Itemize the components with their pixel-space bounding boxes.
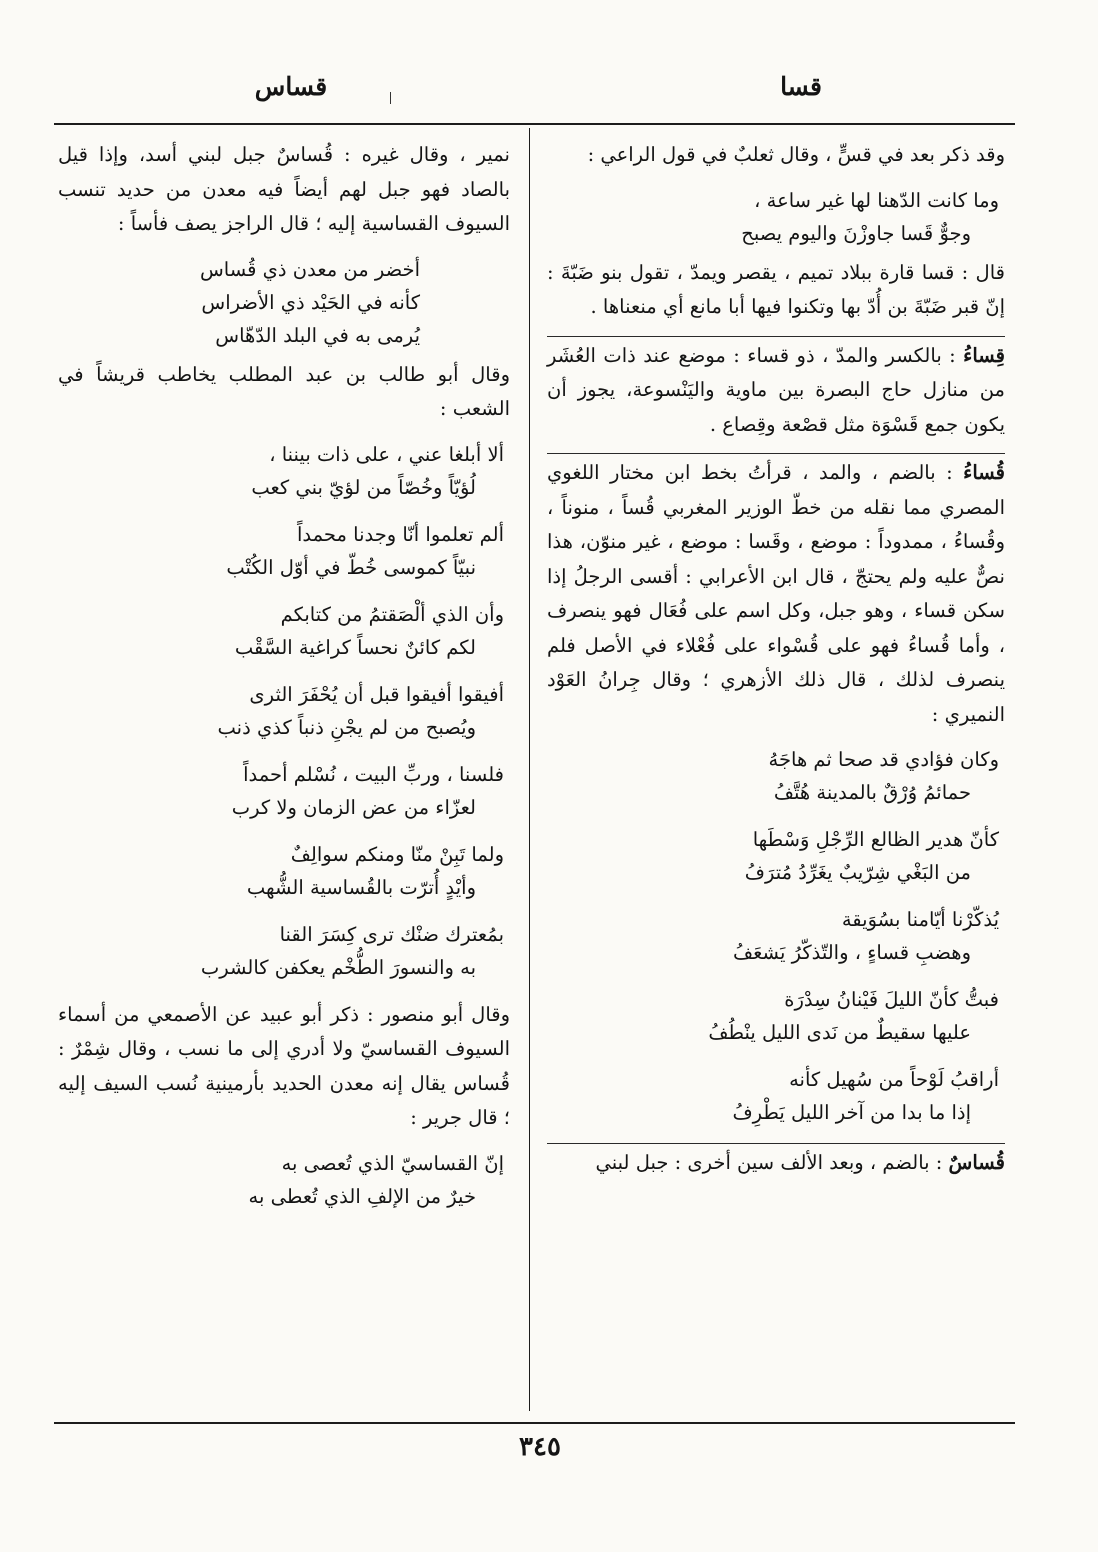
verse-line: أفيقوا أفيقوا قبل أن يُحْفَرَ الثرى bbox=[249, 682, 504, 706]
verse-line: ولما تَبِنْ منّا ومنكم سوالِفٌ bbox=[290, 842, 504, 866]
header-tick-mark bbox=[390, 92, 391, 104]
verse-line: ويُصبح من لم يجْنِ ذنباً كذي ذنب bbox=[217, 715, 476, 739]
verse-line: وأن الذي ألْصَقتمُ من كتابكم bbox=[280, 602, 504, 626]
poem bbox=[547, 184, 1005, 250]
verse-line: أخضر من معدن ذي قُساس bbox=[199, 257, 420, 281]
verse-stanza bbox=[58, 758, 510, 824]
left-column bbox=[58, 138, 510, 1227]
running-header-right: قسا bbox=[780, 72, 822, 101]
entry-headword: قُساسٌ bbox=[948, 1151, 1005, 1174]
paragraph: نمير ، وقال غيره : قُساسٌ جبل لبني أسد، وإذا قيل بالصاد فهو جبل لهم أيضاً فيه معدن من حديد تنسب السيوف القساسية إليه ؛ قال الراجز يصف فأساً : bbox=[58, 143, 510, 235]
verse-line: وما كانت الدّهنا لها غير ساعة ، bbox=[754, 188, 999, 212]
verse-line: لكم كائنٌ نحساً كراغية السَّقْب bbox=[234, 635, 476, 659]
right-column bbox=[547, 138, 1005, 1192]
verse-line: إنّ القساسيّ الذي تُعصى به bbox=[281, 1151, 504, 1175]
verse-stanza bbox=[58, 838, 510, 904]
verse-line: كأنه في الحَيْد ذي الأضراس bbox=[201, 290, 420, 314]
verse-stanza bbox=[58, 518, 510, 584]
verse-line: وجوٌّ قَسا جاوزْنَ واليوم يصبح bbox=[741, 221, 971, 245]
column-divider bbox=[529, 128, 530, 1411]
verse-line: خيرٌ من الإلفِ الذي تُعطى به bbox=[248, 1184, 476, 1208]
entry-headword: قُساءُ bbox=[963, 461, 1005, 484]
verse-line: به والنسورَ الطُّخْم يعكفن كالشرب bbox=[200, 955, 476, 979]
paragraph: وقد ذكر بعد في قسٍّ ، وقال ثعلبٌ في قول الراعي : bbox=[587, 143, 1005, 166]
verse-line: لعزّاء من عض الزمان ولا كرب bbox=[231, 795, 476, 819]
verse-line: وأيْدٍ أُترّت بالقُساسية الشُّهب bbox=[246, 875, 476, 899]
verse-line: حمائمُ وُرْقٌ بالمدينة هُتَّفُ bbox=[773, 781, 971, 804]
entry-text: : بالضم ، وبعد الألف سين أخرى : جبل لبني bbox=[595, 1151, 949, 1174]
verse-stanza bbox=[58, 598, 510, 664]
poem bbox=[58, 438, 510, 984]
top-rule bbox=[54, 123, 1015, 125]
entry-text: : بالضم ، والمد ، قرأتُ بخط ابن مختار اللغوي المصري مما نقله من خطّ الوزير المغربي قُساً ، منوناً ، وقُساءُ ، ممدوداً : موضع ، وقَسا : موضع ، غير منوّن، هذا نصٌّ عليه ولم يحتجّ ، قال ابن الأعرابي : أقسى الرجلُ إذا سكن قساء ، وهو جبل، وكل اسم على فُعَال فهو ينصرف ، وأما قُساءُ فهو على قُسْواء على فُعْلاء في الأصل فلم ينصرف لذلك ، قال ذلك الأزهري ؛ وقال جِرانُ العَوْد النميري : bbox=[547, 461, 1005, 726]
running-header-left: قساس bbox=[254, 72, 328, 101]
bottom-rule bbox=[54, 1422, 1015, 1424]
verse-line: وهضبِ قساءٍ ، والتّذكّرُ يَشعَفُ bbox=[732, 941, 971, 964]
entry-headword: قِساءُ bbox=[963, 343, 1005, 367]
verse-line: نبيّاً كموسى خُطّ في أوّل الكُتْب bbox=[226, 555, 476, 579]
verse-line: كأنّ هدير الظالع الرِّجْلِ وَسْطَها bbox=[752, 828, 999, 851]
verse-line: ألم تعلموا أنّا وجدنا محمداً bbox=[296, 522, 504, 546]
verse-line: إذا ما بدا من آخر الليل يَطْرِفُ bbox=[732, 1101, 971, 1124]
poem bbox=[58, 253, 510, 352]
poem bbox=[547, 743, 1005, 1129]
verse-stanza bbox=[547, 823, 1005, 889]
verse-line: يُرمى به في البلد الدّهّاس bbox=[215, 323, 420, 347]
verse-stanza bbox=[547, 743, 1005, 809]
paragraph: وقال أبو منصور : ذكر أبو عبيد عن الأصمعي من أسماء السيوف القساسيّ ولا أدري إلى ما نسب ، وقال شِمْرٌ : قُساس يقال إنه معدن الحديد بأرمينية نُسب السيف إليه ؛ قال جرير : bbox=[58, 1002, 510, 1129]
dictionary-entry bbox=[547, 336, 1005, 443]
verse-line: من البَغْي شِرّيبٌ يغَرِّدُ مُترَفُ bbox=[744, 861, 971, 884]
dictionary-entry bbox=[547, 453, 1005, 732]
poem bbox=[58, 1147, 510, 1213]
entry-text: : بالكسر والمدّ ، ذو قساء : موضع عند ذات العُشَر من منازل حاج البصرة بين ماوية واليَنْسوعة، يجوز أن يكون جمع قَسْوَة مثل قصْعة وقِصاع . bbox=[547, 343, 1005, 436]
verse-line: وكان فؤادي قد صحا ثم هاجَهُ bbox=[768, 748, 999, 771]
verse-stanza bbox=[58, 1147, 510, 1213]
verse-stanza bbox=[547, 983, 1005, 1049]
verse-stanza bbox=[58, 918, 510, 984]
verse-stanza bbox=[547, 1063, 1005, 1129]
verse-stanza bbox=[58, 438, 510, 504]
verse-stanza bbox=[58, 678, 510, 744]
verse-stanza bbox=[547, 903, 1005, 969]
verse-line: يُذكّرْنا أيّامنا بسُوَيقة bbox=[841, 908, 999, 931]
paragraph: قال : قسا قارة ببلاد تميم ، يقصر ويمدّ ، تقول بنو ضَبّةَ : إنّ قبر ضَبّةَ بن أُدّ بها وتكنوا فيها أبا مانع أي منعناها . bbox=[547, 260, 1005, 318]
verse-line: عليها سقيطٌ من نَدى الليل ينْطُفُ bbox=[708, 1021, 971, 1044]
verse-line: فلسنا ، وربِّ البيت ، نُسْلم أحمداً bbox=[243, 762, 504, 786]
verse-line: فبتُّ كأنّ الليلَ فَيْنانُ سِدْرَة bbox=[784, 988, 999, 1011]
verse-line: ألا أبلغا عني ، على ذات بيننا ، bbox=[269, 442, 504, 466]
verse-line: بمُعترك ضنْك ترى كِسَرَ القنا bbox=[279, 922, 504, 946]
verse-line: أراقبُ لَوْحاً من سُهيل كأنه bbox=[789, 1068, 999, 1091]
paragraph: وقال أبو طالب بن عبد المطلب يخاطب قريشاً في الشعب : bbox=[58, 362, 510, 420]
page-number: ٣٤٥ bbox=[519, 1432, 561, 1462]
verse-line: لُؤيّاً وخُصّاً من لؤيّ بني كعب bbox=[251, 475, 476, 499]
dictionary-entry bbox=[547, 1143, 1005, 1181]
